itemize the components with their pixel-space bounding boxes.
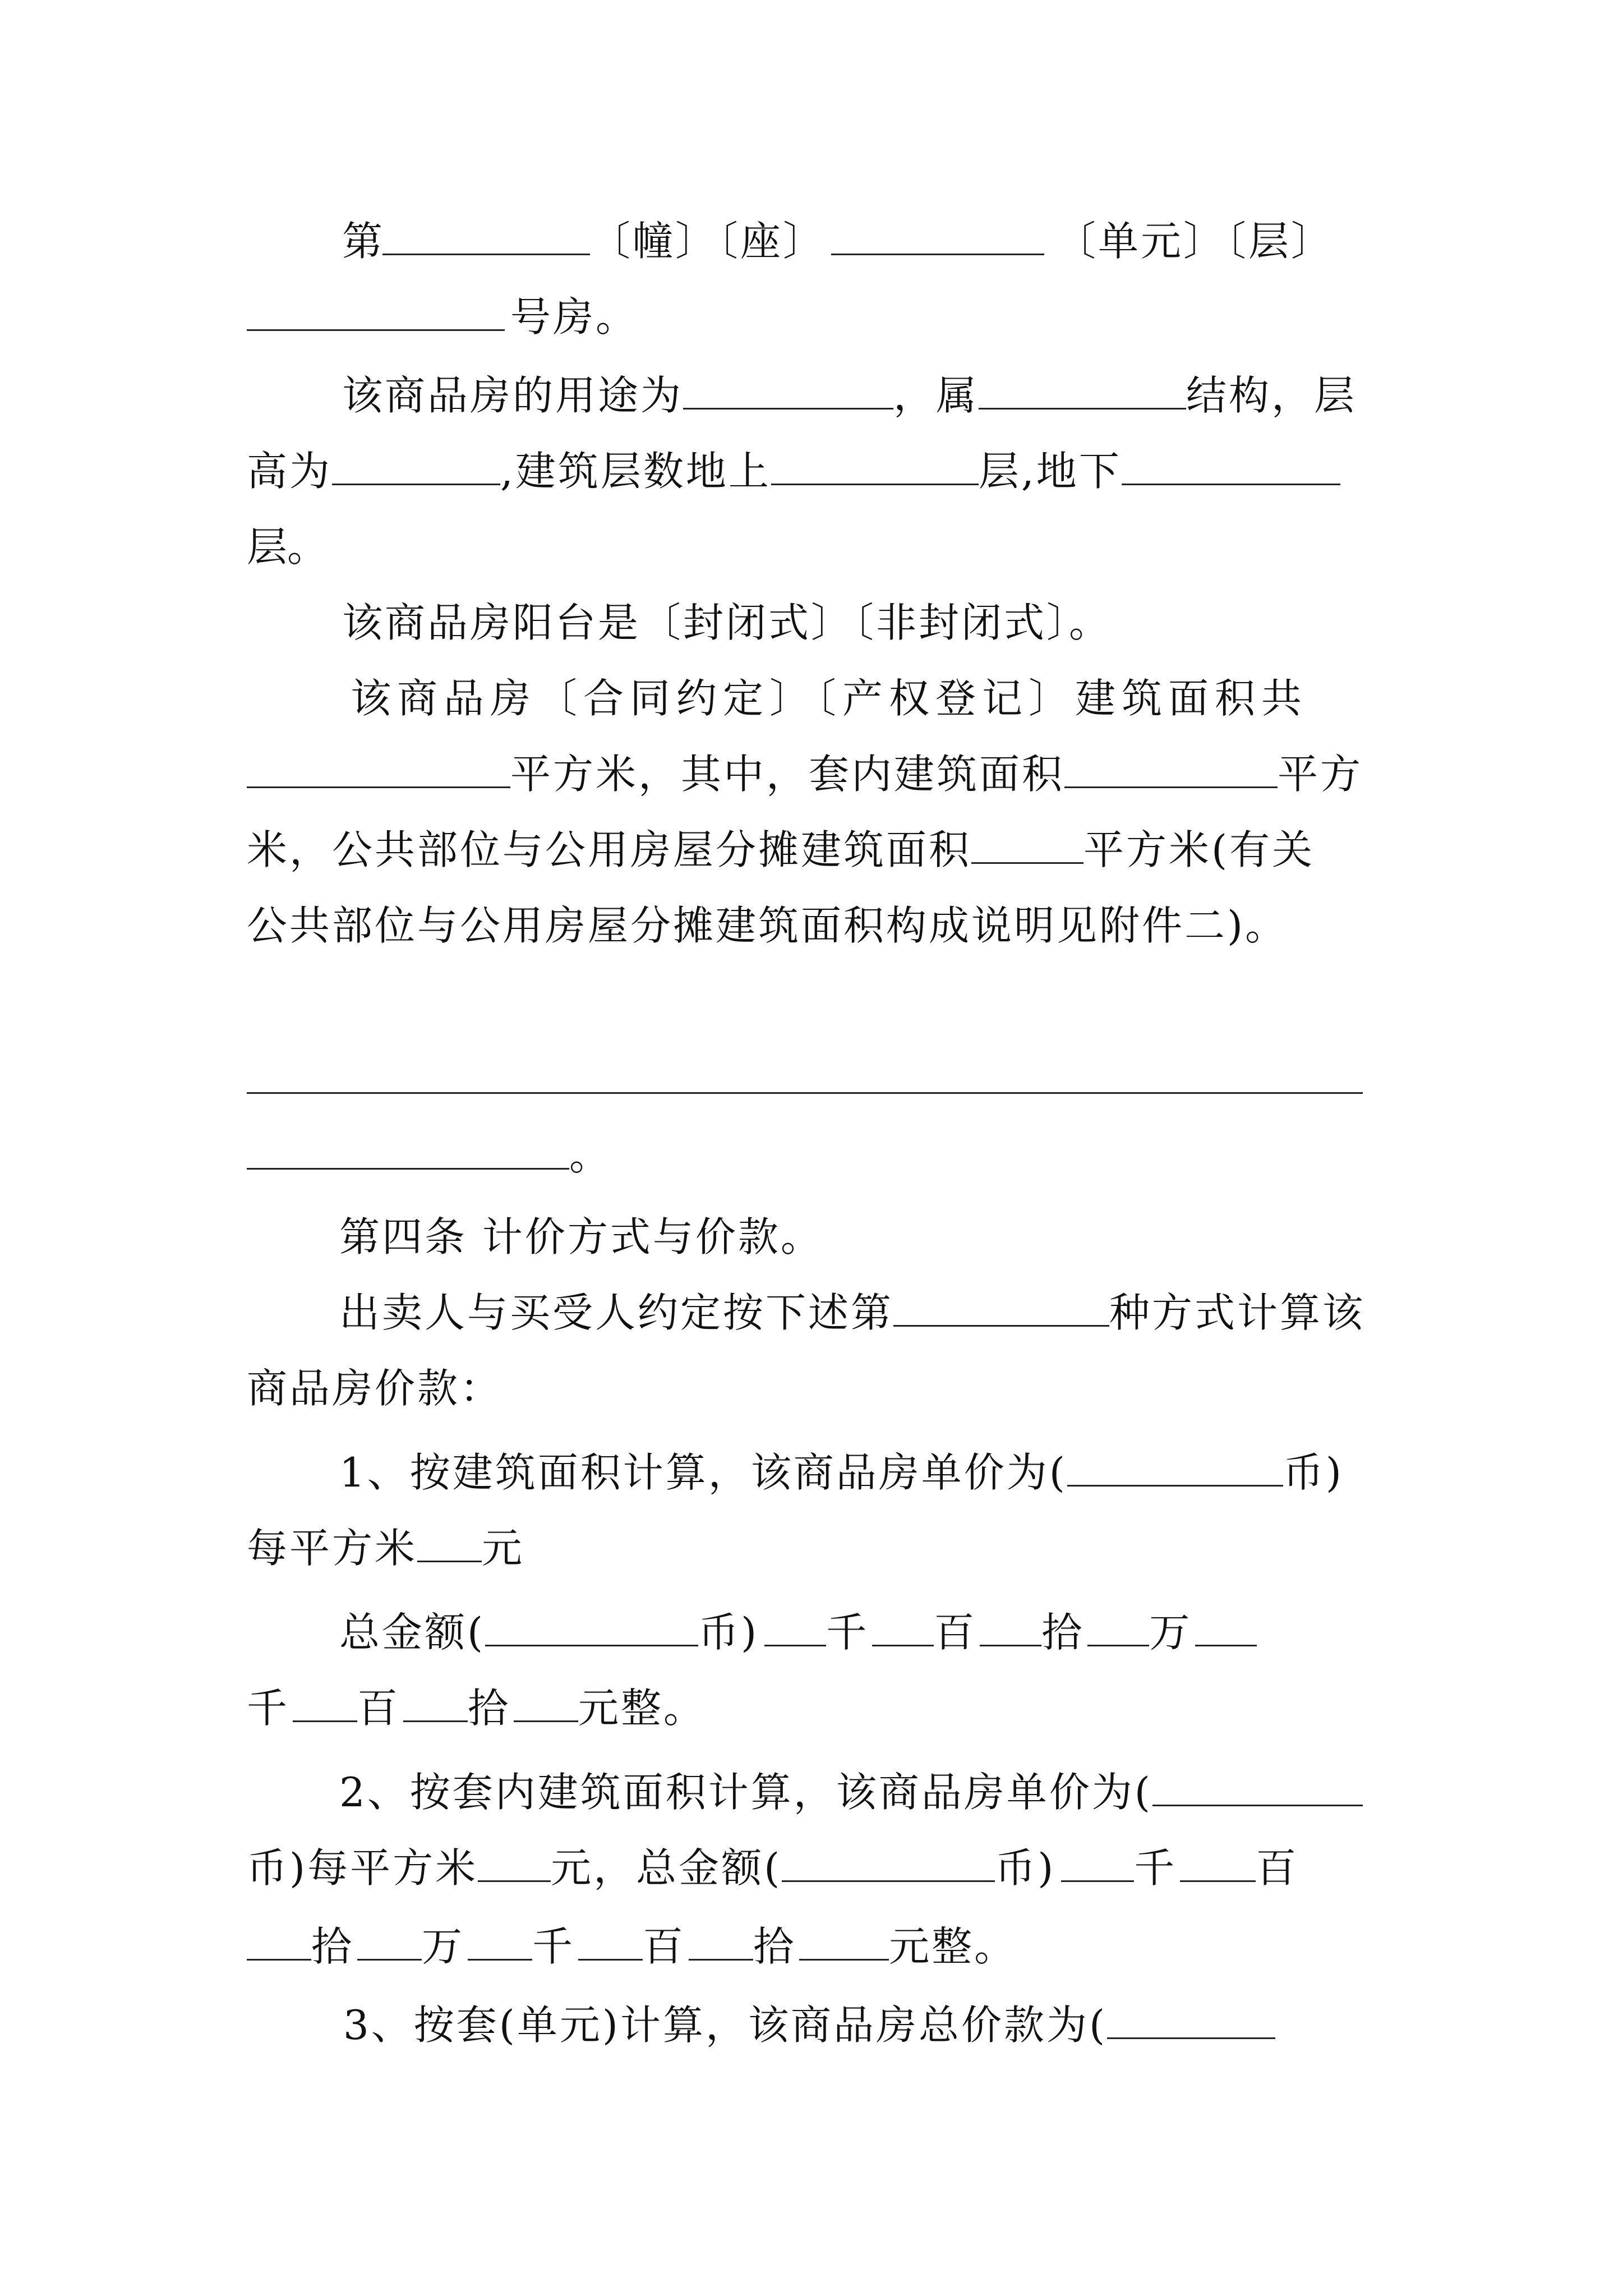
blank-unit-price-1[interactable] [417, 1526, 482, 1562]
line-total-2b [247, 1918, 1017, 1975]
blank-yuan-2[interactable] [799, 1924, 889, 1961]
text-yuan-zheng-1: 元整。 [578, 1685, 707, 1732]
blank-short[interactable] [247, 1133, 569, 1170]
blank-bai-2b[interactable] [578, 1924, 643, 1961]
text-structure: 结构，层 [1186, 372, 1357, 419]
blank-inner-area[interactable] [1064, 752, 1278, 788]
blank-wan-2[interactable] [357, 1924, 422, 1961]
blank-shi-1[interactable] [980, 1610, 1041, 1646]
line-price-intro [247, 1360, 502, 1416]
line-annex [247, 898, 1288, 954]
text-qian-1b: 千 [247, 1685, 288, 1732]
line-building-unit [342, 213, 1334, 269]
text-price-intro: 商品房价款： [247, 1365, 503, 1412]
text-wan-2: 万 [422, 1923, 463, 1970]
blank-shi-1b[interactable] [403, 1686, 468, 1722]
line-option-two [339, 1764, 1363, 1820]
line-long-blank [247, 1052, 1363, 1108]
text-unit-floor: 〔单元〕〔层〕 [1055, 218, 1334, 265]
blank-wan-1[interactable] [1087, 1610, 1149, 1646]
text-period: 。 [569, 1132, 610, 1179]
text-area-total: 该商品房〔合同约定〕〔产权登记〕建筑面积共 [351, 675, 1308, 722]
line-floor-end [247, 519, 328, 575]
blank-qian-1[interactable] [764, 1610, 826, 1646]
blank-building-no[interactable] [382, 219, 590, 255]
blank-shared-area[interactable] [971, 827, 1083, 864]
text-total-1: 总金额( [339, 1609, 486, 1656]
blank-total-currency-1[interactable] [485, 1610, 698, 1646]
blank-bai-1[interactable] [872, 1610, 934, 1646]
text-total-2: 元，总金额( [551, 1844, 782, 1892]
text-sqm: 平方 [1278, 751, 1363, 798]
line-shared-area [247, 822, 1315, 878]
blank-unit-price-2[interactable] [478, 1846, 551, 1882]
text-total-currency-2: 币) [995, 1844, 1056, 1892]
text-shi-1b: 拾 [468, 1685, 509, 1732]
text-method-end: 种方式计算该 [1109, 1289, 1366, 1336]
line-usage [342, 367, 1357, 424]
text-usage: 该商品房的用途为 [342, 372, 684, 419]
text-shared-area: 米，公共部位与公用房屋分摊建筑面积 [247, 826, 972, 873]
text-shu: ，属 [893, 372, 979, 419]
blank-floors-below[interactable] [1122, 449, 1340, 485]
text-inner-area: 平方米，其中，套内建筑面积 [510, 751, 1065, 798]
line-area-total [351, 670, 1308, 726]
text-bai-2: 百 [1256, 1844, 1297, 1892]
text-yuan-1: 元 [482, 1525, 523, 1572]
text-annex: 公共部位与公用房屋分摊建筑面积构成说明见附件二)。 [247, 902, 1288, 949]
blank-area-total[interactable] [247, 752, 510, 788]
text-method: 出卖人与买受人约定按下述第 [339, 1289, 894, 1336]
text-shi-2b: 拾 [753, 1923, 794, 1970]
line-height-floors [247, 443, 1340, 499]
blank-long[interactable] [247, 1057, 1363, 1094]
line-unit-price-1 [247, 1520, 522, 1576]
text-qian-2: 千 [1134, 1844, 1175, 1892]
blank-currency-3[interactable] [1107, 2003, 1275, 2039]
line-total-1 [339, 1604, 1257, 1660]
text-per-sqm-1: 每平方米 [247, 1525, 418, 1572]
line-article-four [339, 1209, 823, 1265]
text-per-sqm-2: 币)每平方米 [247, 1844, 478, 1892]
text-floor-end: 层。 [247, 523, 328, 570]
blank-currency-2[interactable] [1152, 1770, 1363, 1806]
blank-room-no[interactable] [247, 295, 505, 331]
blank-qian-1b[interactable] [1195, 1610, 1257, 1646]
article-heading: 第四条 计价方式与价款。 [339, 1213, 823, 1260]
blank-shi-2b[interactable] [689, 1924, 753, 1961]
blank-shi-2[interactable] [247, 1924, 311, 1961]
line-unit-price-2 [247, 1840, 1296, 1896]
blank-structure[interactable] [979, 373, 1186, 409]
text-qian-1: 千 [826, 1609, 867, 1656]
line-total-1b [247, 1680, 706, 1736]
text-bai-1b: 百 [357, 1685, 398, 1732]
line-balcony [342, 595, 1112, 651]
line-area-inner [247, 746, 1363, 802]
text-bai-2b: 百 [643, 1923, 684, 1970]
line-room-no [247, 289, 638, 345]
text-total-currency-1: 币) [698, 1609, 759, 1656]
text-option-one: 1、按建筑面积计算，该商品房单价为( [339, 1449, 1067, 1496]
blank-total-currency-2[interactable] [782, 1846, 995, 1882]
blank-currency-1[interactable] [1067, 1450, 1283, 1487]
blank-method-no[interactable] [893, 1290, 1109, 1327]
text-wan-1: 万 [1149, 1609, 1190, 1656]
text-currency-1: 币) [1283, 1449, 1344, 1496]
text-above-ground: ,建筑层数地上 [500, 448, 771, 495]
text-balcony: 该商品房阳台是〔封闭式〕〔非封闭式〕。 [342, 599, 1112, 646]
text-height: 高为 [247, 448, 333, 495]
blank-bai-2[interactable] [1180, 1846, 1256, 1882]
blank-floors-above[interactable] [771, 449, 979, 485]
blank-unit-no[interactable] [831, 219, 1044, 255]
line-method [339, 1285, 1365, 1341]
line-option-three [343, 1997, 1275, 2053]
text-option-three: 3、按套(单元)计算，该商品房总价款为( [343, 2001, 1108, 2049]
blank-bai-1b[interactable] [293, 1686, 357, 1722]
blank-usage[interactable] [683, 373, 893, 409]
blank-qian-2[interactable] [1061, 1846, 1134, 1882]
text-yuan-zheng-2: 元整。 [889, 1923, 1017, 1970]
blank-yuan-1b[interactable] [514, 1686, 578, 1722]
blank-qian-2b[interactable] [468, 1924, 532, 1961]
text-qian-2b: 千 [532, 1923, 573, 1970]
line-short-blank [247, 1128, 610, 1184]
text-zhuang-zuo: 〔幢〕〔座〕 [590, 218, 826, 265]
text-room: 号房。 [510, 293, 639, 341]
text-di: 第 [342, 218, 383, 265]
text-shi-1: 拾 [1041, 1609, 1082, 1656]
blank-floor-height[interactable] [332, 449, 500, 485]
text-option-two: 2、按套内建筑面积计算，该商品房单价为( [339, 1769, 1152, 1816]
text-sqm-note: 平方米(有关 [1083, 826, 1315, 873]
text-bai-1: 百 [934, 1609, 975, 1656]
text-below-ground: 层,地下 [978, 448, 1122, 495]
line-option-one [339, 1444, 1344, 1501]
text-shi-2: 拾 [311, 1923, 352, 1970]
